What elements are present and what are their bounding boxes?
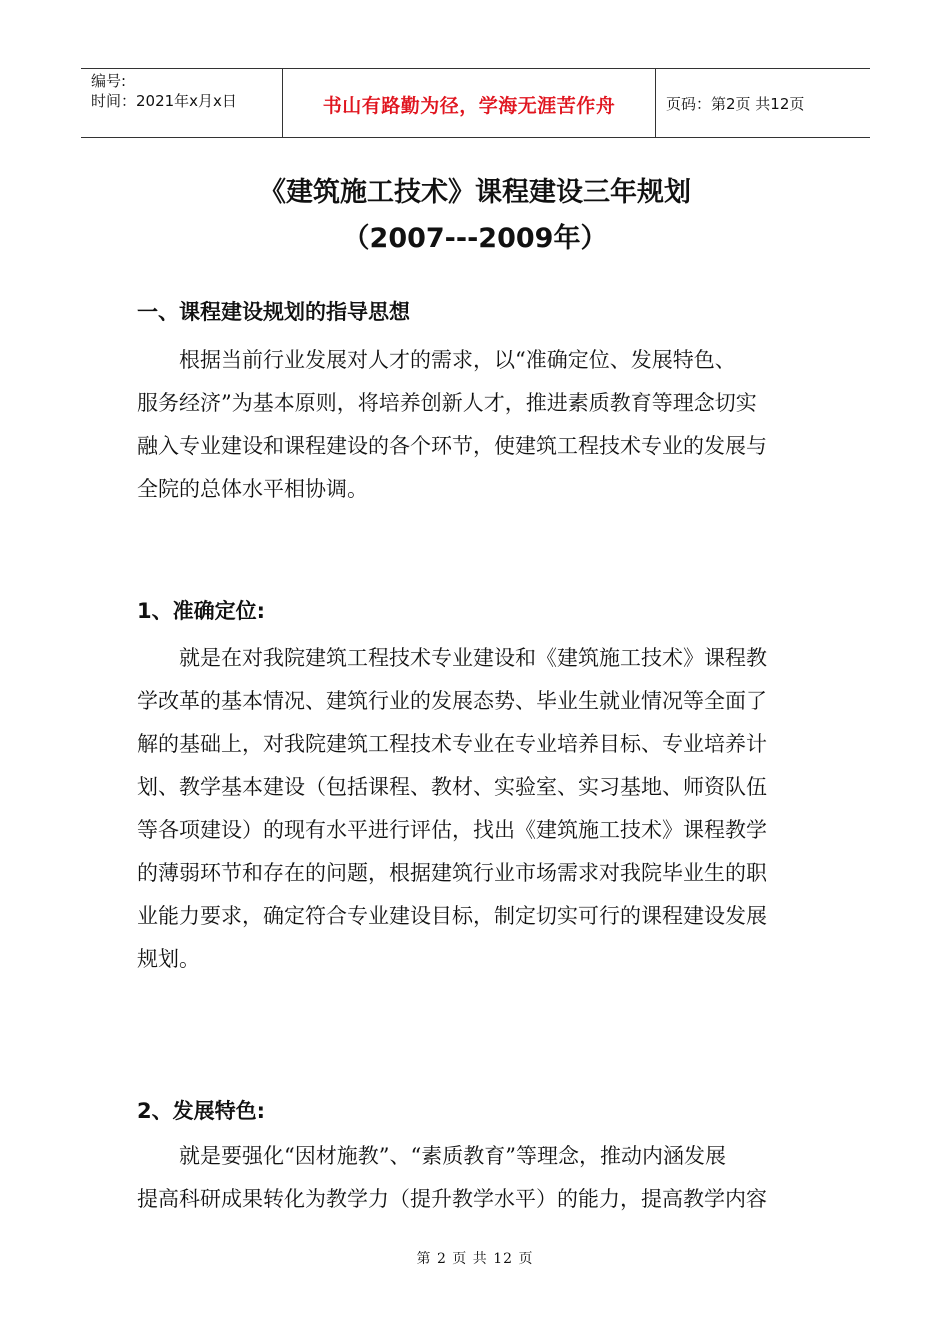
paragraph-line: 就是在对我院建筑工程技术专业建设和《建筑施工技术》课程教 [179,646,767,670]
paragraph-line: 的薄弱环节和存在的问题，根据建筑行业市场需求对我院毕业生的职 [137,861,767,885]
paragraph-line: 就是要强化“因材施教”、“素质教育”等理念，推动内涵发展 [179,1144,726,1168]
section-heading-development-features: 2、发展特色: [137,1099,266,1123]
header-motto-cell [282,69,656,137]
header-page-cell [654,69,870,137]
paragraph-line: 等各项建设）的现有水平进行评估，找出《建筑施工技术》课程教学 [137,818,767,842]
paragraph-line: 学改革的基本情况、建筑行业的发展态势、毕业生就业情况等全面了 [137,689,767,713]
paragraph-line: 规划。 [137,947,200,971]
page-footer-number: 第 2 页 共 12 页 [416,1251,534,1267]
section-accurate-positioning-body [137,637,817,981]
section-heading-accurate-positioning: 1、准确定位: [137,599,266,623]
section-development-features-body [137,1135,817,1221]
section-guiding-ideology-body [137,339,817,511]
paragraph-line: 提高科研成果转化为教学力（提升教学水平）的能力，提高教学内容 [137,1187,767,1211]
header-meta-cell [81,69,281,137]
document-time-label: 时间：2021年x月x日 [91,92,237,110]
header-motto: 书山有路勤为径，学海无涯苦作舟 [322,95,616,117]
document-title: 《建筑施工技术》课程建设三年规划 [259,177,691,208]
paragraph-line: 服务经济”为基本原则，将培养创新人才，推进素质教育等理念切实 [137,391,757,415]
section-heading-guiding-ideology: 一、课程建设规划的指导思想 [137,300,410,324]
header-page-number: 页码：第2页 共12页 [666,95,805,113]
paragraph-line: 解的基础上，对我院建筑工程技术专业在专业培养目标、专业培养计 [137,732,767,756]
paragraph-line: 根据当前行业发展对人才的需求，以“准确定位、发展特色、 [179,348,736,372]
document-subtitle-years: （2007---2009年） [342,223,608,254]
paragraph-line: 划、教学基本建设（包括课程、教材、实验室、实习基地、师资队伍 [137,775,767,799]
paragraph-line: 融入专业建设和课程建设的各个环节，使建筑工程技术专业的发展与 [137,434,767,458]
paragraph-line: 业能力要求，确定符合专业建设目标，制定切实可行的课程建设发展 [137,904,767,928]
paragraph-line: 全院的总体水平相协调。 [137,477,368,501]
page-header [81,68,870,138]
document-number-label: 编号: [91,72,127,90]
